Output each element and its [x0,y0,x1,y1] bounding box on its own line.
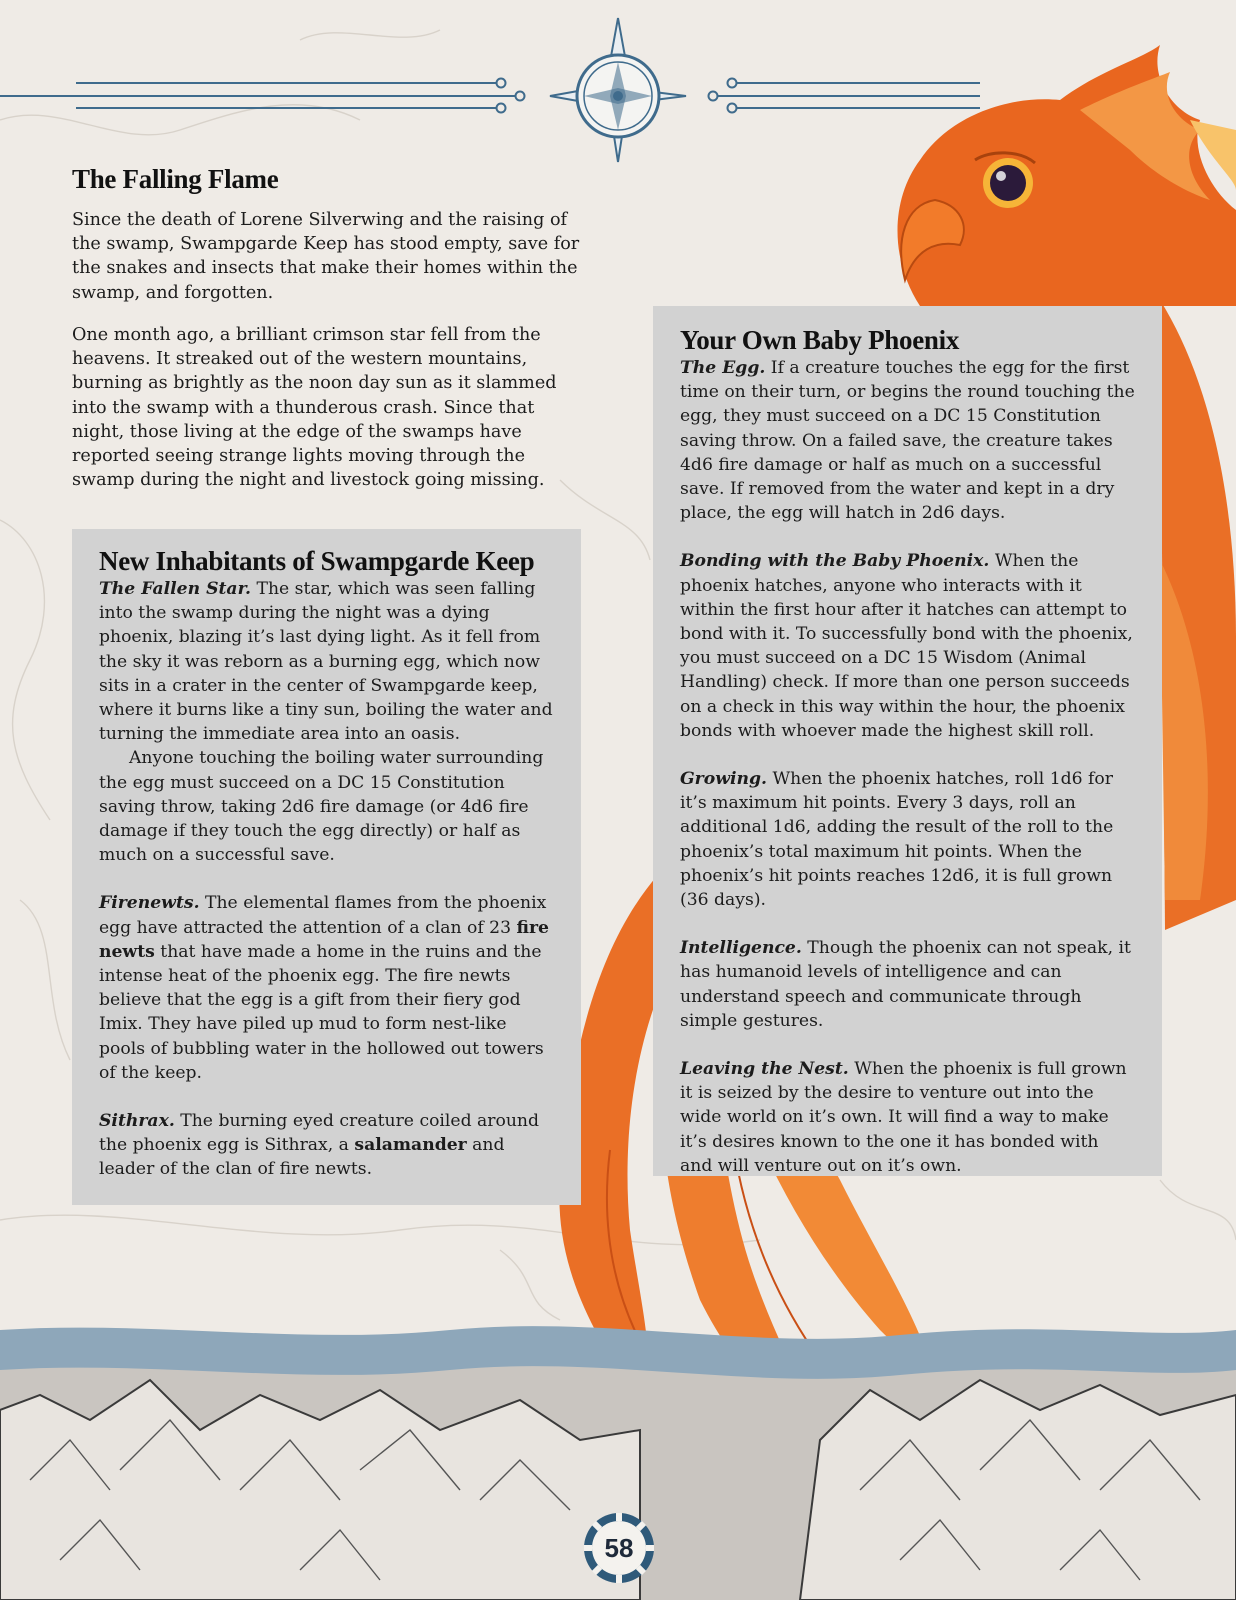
fallen-star-continuation: Anyone touching the boiling water surrounding the egg must succeed on a DC 15 Constitution saving throw, taking 2d6 fire damage (or 4d6 fire damage if they touch the egg directly) or half as much on a successful save. [99,748,544,866]
page-number-chip [584,1513,654,1583]
entry-text: When the phoenix is full grown it is seized by the desire to venture out into the wide world on it’s own. It will find a way to make it’s desires known to the one it has bonded with and will venture out on it’s own. [680,1059,1127,1176]
entry-text: When the phoenix hatches, roll 1d6 for it’s maximum hit points. Every 3 days, roll an additional 1d6, adding the result of the roll to the phoenix’s total maximum hit points. When the phoenix’s hit points reaches 12d6, it is full grown (36 days). [680,769,1114,911]
baby-phoenix-sidebar [653,306,1162,1176]
fallen-star-text: The star, which was seen falling into the swamp during the night was a dying phoenix, blazing it’s last dying light. As it fell from the sky it was reborn as a burning egg, which now sits in a crater in the center of Swampgarde keep, where it burns like a tiny sun, boiling the water and turning the immediate area into an oasis. [99,579,553,745]
firenewts-lead: Firenewts. [99,893,200,914]
phoenix-entry-egg [680,356,1136,525]
page-number: 58 [604,1533,634,1563]
phoenix-entry-growing [680,767,1136,912]
baby-phoenix-title: Your Own Baby Phoenix [680,325,960,355]
section-title: The Falling Flame [72,164,279,194]
entry-lead: Intelligence. [680,938,802,959]
intro-paragraph-1: Since the death of Lorene Silverwing and the raising of the swamp, Swampgarde Keep has stood empty, save for the snakes and insects that make their homes within the swamp, and forgotten. [72,210,580,303]
firenewts-text-after: that have made a home in the ruins and the intense heat of the phoenix egg. The fire newts believe that the egg is a gift from their fiery god Imix. They have piled up mud to form nest-like pools of bubbling water in the hollowed out towers of the keep. [99,941,544,1083]
intro-paragraph-2: One month ago, a brilliant crimson star fell from the heavens. It streaked out of the western mountains, burning as brightly as the noon day sun as it slammed into the swamp with a thunderous crash. Since that night, those living at the edge of the swamps have reported seeing strange lights moving through the swamp during the night and livestock going missing. [72,325,557,491]
entry-text: When the phoenix hatches, anyone who interacts with it within the first hour after it hatches can attempt to bond with it. To successfully bond with the phoenix, you must succeed on a DC 15 Wisdom (Animal Handling) check. If more than one person succeeds on a check in this way within the hour, the phoenix bonds with whoever made the highest skill roll. [680,551,1133,741]
header-ornament [0,79,980,113]
firenewts-text-before: The elemental flames from the phoenix egg have attracted the attention of a clan of 23 [99,893,547,938]
phoenix-entry-leaving-nest [680,1057,1136,1178]
fallen-star-lead: The Fallen Star. [99,579,252,599]
entry-lead: Leaving the Nest. [680,1059,849,1080]
inhabitants-sidebar [72,529,581,1205]
sithrax-text-after: and leader of the clan of fire newts. [99,1135,505,1180]
entry-lead: The Egg. [680,358,766,378]
entry-text: Though the phoenix can not speak, it has humanoid levels of intelligence and can understand speech and communicate through simple gestures. [680,938,1131,1031]
entry-text: If a creature touches the egg for the first time on their turn, or begins the round touching the egg, they must succeed on a DC 15 Constitution saving throw. On a failed save, the creature takes 4d6 fire damage or half as much on a successful save. If removed from the water and kept in a dry place, the egg will hatch in 2d6 days. [680,358,1135,524]
fire-newts-link: fire newts [99,917,549,962]
entry-lead: Bonding with the Baby Phoenix. [680,551,990,572]
inhabitants-title: New Inhabitants of Swampgarde Keep [99,546,535,576]
entry-lead: Growing. [680,769,768,790]
sithrax-text-before: The burning eyed creature coiled around the phoenix egg is Sithrax, a [99,1111,539,1156]
sithrax-entry [99,1109,555,1182]
salamander-link: salamander [354,1135,467,1156]
firenewts-entry [99,891,555,1085]
phoenix-entry-bonding [680,549,1136,743]
compass-rose-icon [550,18,686,162]
sithrax-lead: Sithrax. [99,1111,175,1132]
fallen-star-entry [99,577,555,746]
phoenix-entry-intelligence [680,936,1136,1033]
